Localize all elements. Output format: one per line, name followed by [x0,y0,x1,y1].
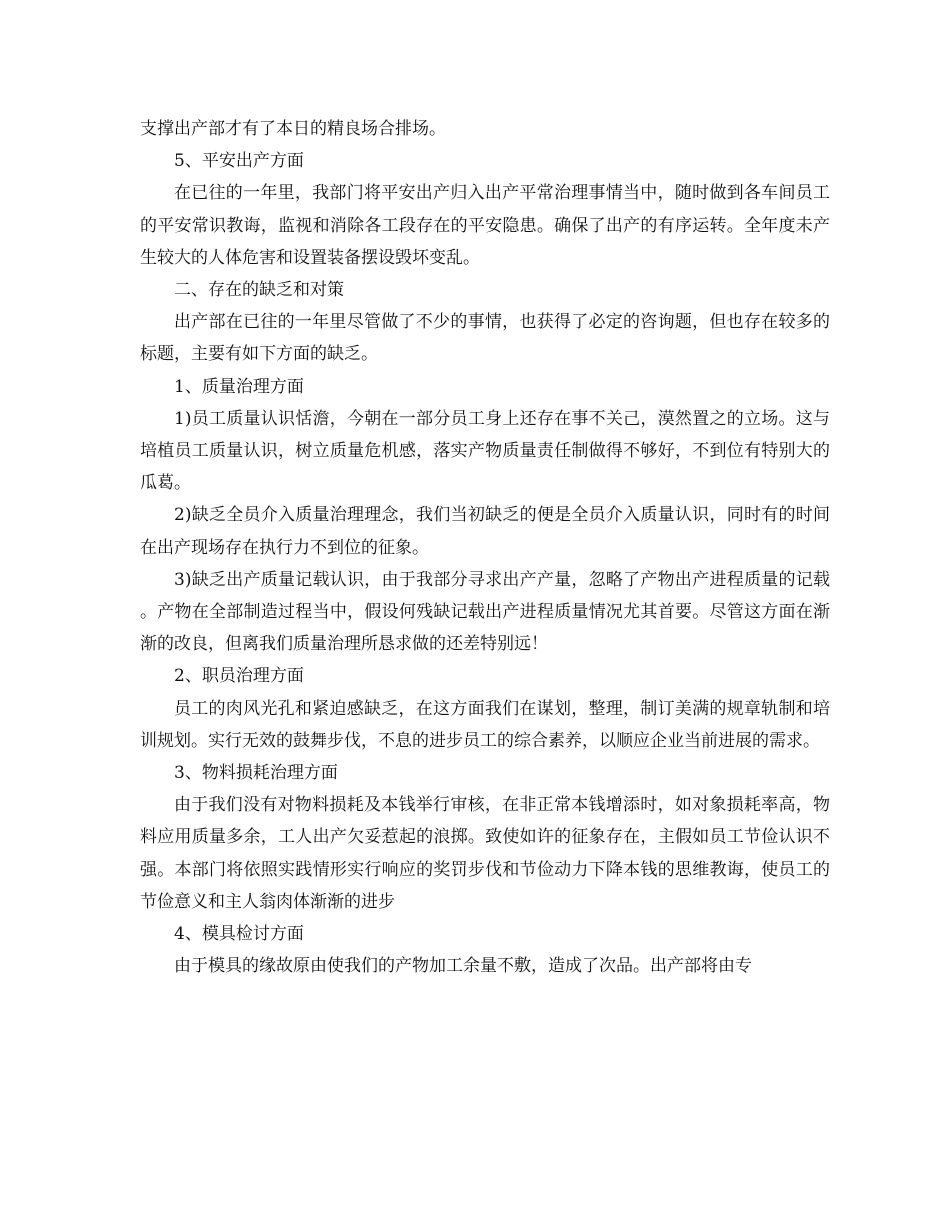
section-heading: 1、质量治理方面 [174,376,304,397]
section-heading: 二、存在的缺乏和对策 [174,280,344,301]
paragraph: 2)缺乏全员介入质量治理理念，我们当初缺乏的便是全员介入质量认识，同时有的时间在出产现场存在执行力不到位的征象。 [140,505,830,558]
paragraph: 支撑出产部才有了本日的精良场合排场。 [140,119,446,139]
section-heading: 3、物料损耗治理方面 [174,763,338,784]
document-body [140,113,830,982]
paragraph: 出产部在已往的一年里尽管做了不少的事情，也获得了必定的咨询题，但也存在较多的标题，主要有如下方面的缺乏。 [140,312,830,365]
section-heading: 5、平安出产方面 [174,151,304,172]
paragraph: 由于模具的缘故原由使我们的产物加工余量不敷，造成了次品。出产部将由专 [174,956,752,977]
paragraph: 由于我们没有对物料损耗及本钱举行审核，在非正常本钱增添时，如对象损耗率高，物料应用质量多余，工人出产欠妥惹起的浪掷。致使如许的征象存在，主假如员工节俭认识不强。本部门将依照实践情形实行响应的奖罚步伐和节俭动力下降本钱的思维教诲，使员工的节俭意义和主人翁肉体渐渐的进步 [140,795,830,912]
paragraph: 3)缺乏出产质量记载认识，由于我部分寻求出产产量，忽略了产物出产进程质量的记载。产物在全部制造过程当中，假设何残缺记载出产进程质量情况尤其首要。尽管这方面在渐渐的改良，但离我们质量治理所恳求做的还差特别远！ [140,569,830,655]
paragraph: 在已往的一年里，我部门将平安出产归入出产平常治理事情当中，随时做到各车间员工的平安常识教诲，监视和消除各工段存在的平安隐患。确保了出产的有序运转。全年度未产生较大的人体危害和设置装备摆设毁坏变乱。 [140,183,830,268]
paragraph: 1)员工质量认识恬澹，今朝在一部分员工身上还存在事不关己，漠然置之的立场。这与培植员工质量认识，树立质量危机感，落实产物质量责任制做得不够好，不到位有特别大的瓜葛。 [140,408,830,494]
section-heading: 4、模具检讨方面 [174,924,304,945]
section-heading: 2、职员治理方面 [174,666,304,687]
paragraph: 员工的肉风光孔和紧迫感缺乏，在这方面我们在谋划，整理，制订美满的规章轨制和培训规划。实行无效的鼓舞步伐，不息的进步员工的综合素养，以顺应企业当前进展的需求。 [140,698,830,751]
